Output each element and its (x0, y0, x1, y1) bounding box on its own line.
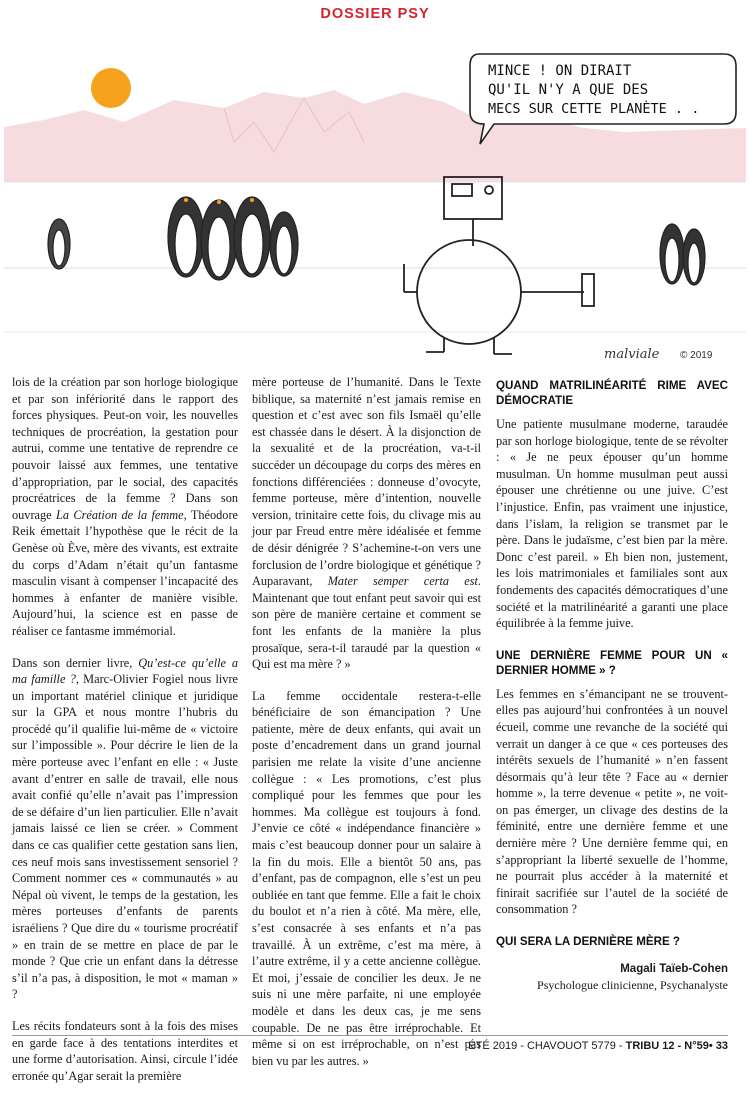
robot-figure (404, 177, 594, 354)
page-footer: ÉTÉ 2019 - CHAVOUOT 5779 - TRIBU 12 - N°59• 33 (468, 1040, 728, 1052)
subheading: UNE DERNIÈRE FEMME POUR UN « DERNIER HOMME » ? (496, 648, 728, 677)
sun-icon (91, 68, 131, 108)
paragraph: Une patiente musulmane moderne, taraudée par son horloge biologique, tente de se révolter : « Je ne peux épouser qu’un homme musulman. Un homme musulman peut aussi épouser une chrétienne ou une juive. C’est l’injustice. Enfin, pas vraiment une injustice, dans l’islam, la religion se transmet par le père. Dans le judaïsme, c’est bien par la mère. Donc c’est pareil. » Eh bien non, justement, les lois matrimoniales et familiales sont aux fondements des capacités démocratiques d’une société et la matrilinéarité a garanti une place équilibrée à la femme juive. (496, 417, 728, 631)
cartoon-illustration (4, 32, 746, 370)
paragraph: lois de la création par son horloge biologique et par son infériorité dans le rapport des forces physiques. Peut-on voir, les nouvelles techniques de procréation, la gestation pour autrui, comme une tentative de reprendre ce pouvoir laissé aux femmes, une tentative d’appropriation, par le social, des capacités procréatrices de la femme ? Dans son ouvrage La Création de la femme, Théodore Reik émettait l’hypothèse que le récit de la Genèse où Ève, mère des vivants, est extraite du corps d’Adam n’était qu’un fantasme masculin visant à compenser l’incapacité des hommes à enfanter de manière visible. Aujourd’hui, la science est en passe de réaliser ce fantasme immémorial. (12, 375, 238, 638)
paragraph: Les récits fondateurs sont à la fois des mises en garde face à des tentations interdites et une forme d’autorisation. Ainsi, circule l’idée erronée qu’Agar serait la première (12, 1018, 238, 1083)
speech-line-1: MINCE ! ON DIRAIT (488, 63, 632, 79)
artist-signature: malviale (604, 347, 660, 362)
section-header: DOSSIER PSY (320, 6, 430, 22)
author-name: Magali Taïeb-Cohen (620, 963, 728, 976)
speech-line-3: MECS SUR CETTE PLANÈTE . . (488, 101, 700, 117)
paragraph: Les femmes en s’émancipant ne se trouvent-elles pas aujourd’hui confrontées à un nouvel écueil, comme une revanche de la société qui verrait un danger à ce que « ces porteuses des intérêts sexuels de l’humanité » n’en fassent désormais qu’à leur tête ? Face au « dernier homme », la terre devenue « petite », ne voit-on pas émerger, un clivage des destins de la féminité, entre une dernière femme et une dernière mère ? Une dernière femme qui, en s’appropriant la liberté sexuelle de l’homme, ne pourrait plus accéder à la maternité et finirait sacrifiée sur l’autel de la société de consommation ? (496, 686, 728, 917)
subheading: QUAND MATRILINÉARITÉ RIME AVEC DÉMOCRATIE (496, 379, 728, 407)
paragraph: mère porteuse de l’humanité. Dans le Texte biblique, sa maternité n’est jamais remise en question et c’est avec son fils Ismaël qu’elle est chassée dans le désert. À la disjonction de la sexualité et de la procréation, va-t-il succéder un découpage du corps des mères en fonctions différenciées : donneuse d’ovocyte, femme porteuse, mère d’intention, nouvelle version, trinitaire cette fois, du clivage mis au jour par Freud entre mère idéalisée et femme de désir dénigrée ? S’achemine-t-on vers une forclusion de l’ordre biologique et génétique ? Auparavant, Mater semper certa est. Maintenant que tout enfant peut savoir qui est son père de manière certaine et comment se font les enfants de la manière la plus prosaïque, sera-t-il taraudé par la question « Qui est ma mère ? » (252, 375, 481, 672)
penguin-group (48, 197, 705, 285)
subheading: QUI SERA LA DERNIÈRE MÈRE ? (496, 935, 681, 949)
speech-line-2: QU'IL N'Y A QUE DES (488, 82, 649, 98)
paragraph: Dans son dernier livre, Qu’est-ce qu’elle a ma famille ?, Marc-Olivier Fogiel nous livre un important matériel clinique et juridique sur la GPA et nous montre l’hubris du procédé qu’il qualifie lui-même de « victoire sur l’impossible ». Pour décrire le lien de la mère porteuse avec l’enfant en elle : « Juste avant d’entrer en salle de travail, elle nous avait confié qu’elle n’avait pas l’impression de se défaire d’un lien particulier. Elle n’avait jamais laissé ce lien se créer. » Comment dans ce cas qualifier cette gestation sans lien, ces neuf mois sans investissement sensoriel ? Comment nommer ces « communautés » au Népal où vivent, le temps de la gestation, les mères porteuses d’enfants de parents israéliens ? Que dire du « tourisme procréatif » en train de se mettre en place de par le monde ? Que crie un enfant dans la détresse s’il n’a pas, à disposition, le mot « maman » ? (12, 655, 238, 1002)
column-1 (12, 374, 238, 1099)
column-3 (496, 374, 728, 993)
paragraph: La femme occidentale restera-t-elle bénéficiaire de son émancipation ? Une patiente, mère de deux enfants, qui avait un poste d’encadrement dans un grand journal parisien me relate la visite d’une ancienne collègue : « Les promotions, c’est plus compliqué pour les femmes que pour les hommes. Ma collègue est toujours à fond. J’envie ce côté « indépendance financière » mais c’est beaucoup donner pour un salaire à la fin du mois. Elle a bientôt 50 ans, pas d’enfant, pas de compagnon, elle s’est un peu oubliée en tant que femme. Elle a fait le choix du boulot et n’a rien à côté. Ma mère, elle, s’est consacrée à ses enfants et n’a pas travaillé. À un extrême, c’est ma mère, à l’autre extrême, il y a cette ancienne collègue. Et moi, j’essaie de concilier les deux. Je ne suis ni une mère parfaite, ni une employée modèle et dans les deux cas, je me sens coupable. De ne pas être irréprochable. Et même si on est irréprochable, on n’est pas bien vu par les autres. » (252, 688, 481, 1068)
copyright-year: © 2019 (680, 350, 713, 361)
column-2 (252, 374, 481, 1084)
author-role: Psychologue clinicienne, Psychanalyste (537, 978, 728, 993)
footer-divider (12, 1035, 728, 1036)
